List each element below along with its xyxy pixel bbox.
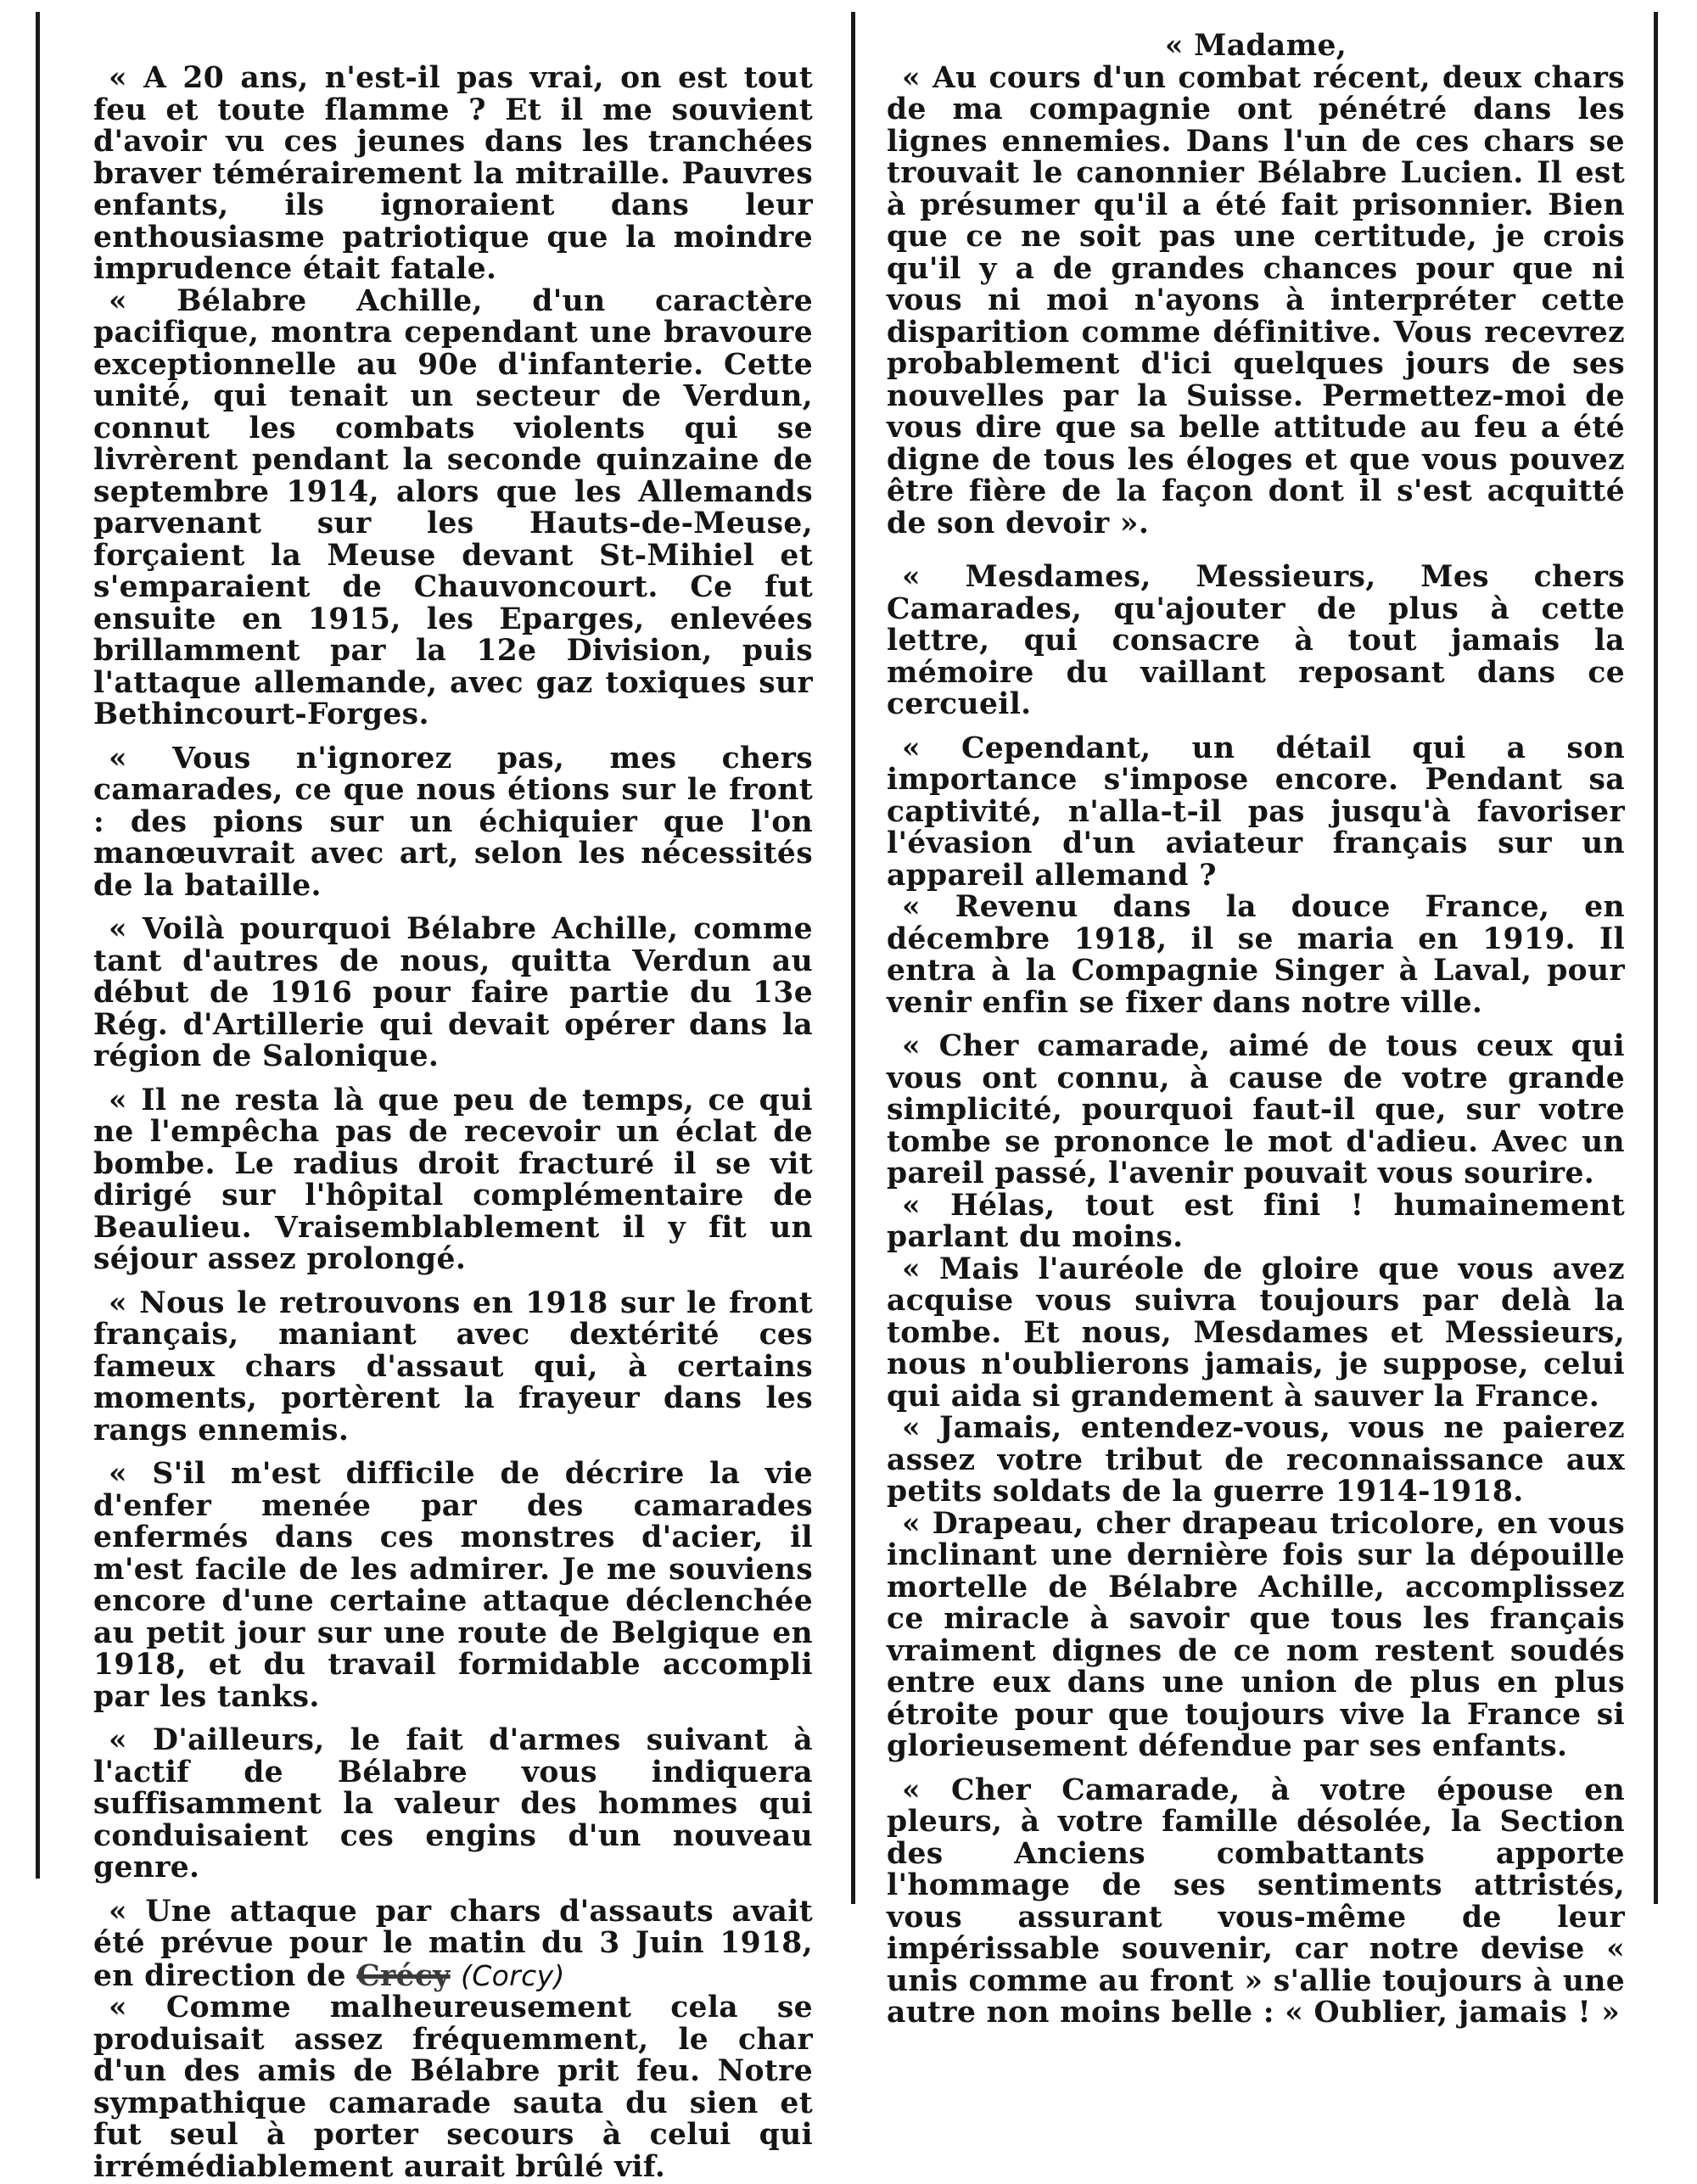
paragraph: « A 20 ans, n'est-il pas vrai, on est tout feu et toute flamme ? Et il me souvient d'avoir vu ces jeunes dans les tranchées braver témérairement la mitraille. Pauvres enfants, ils ignoraient dans leur enthousiasme patriotique que la moindre imprudence était fatale.	[93, 61, 813, 286]
paragraph: « Bélabre Achille, d'un caractère pacifique, montra cependant une bravoure exceptionnelle au 90e d'infanterie. Cette unité, qui tenait un secteur de Verdun, connut les combats violents qui se livrèrent pendant la seconde quinzaine de septembre 1914, alors que les Allemands parvenant sur les Hauts-de-Meuse, forçaient la Meuse devant St-Mihiel et s'emparaient de Chauvoncourt. Ce fut ensuite en 1915, les Eparges, enlevées brillamment par la 12e Division, puis l'attaque allemande, avec gaz toxiques sur Bethincourt-Forges.	[93, 283, 813, 731]
struck-place-name: Crécy	[356, 1958, 451, 1993]
paragraph: « Voilà pourquoi Bélabre Achille, comme tant d'autres de nous, quitta Verdun au début de 1916 pour faire partie du 13e Rég. d'Artillerie qui devait opérer dans la région de Salonique.	[93, 912, 813, 1073]
paragraph: « Revenu dans la douce France, en décembre 1918, il se maria en 1919. Il entra à la Compagnie Singer à Laval, pour venir enfin se fixer dans notre ville.	[887, 890, 1625, 1020]
paragraph: « Drapeau, cher drapeau tricolore, en vous inclinant une dernière fois sur la dépouille mortelle de Bélabre Achille, accomplissez ce miracle à savoir que tous les français vraiment dignes de ce nom restent soudés entre eux dans une union de plus en plus étroite pour que toujours vive la France si glorieusement défendue par ses enfants.	[887, 1506, 1625, 1763]
paragraph: « Vous n'ignorez pas, mes chers camarades, ce que nous étions sur le front : des pions sur un échiquier que l'on manœuvrait avec art, selon les nécessités de la bataille.	[93, 741, 813, 903]
paragraph: « Il ne resta là que peu de temps, ce qui ne l'empêcha pas de recevoir un éclat de bombe. Le radius droit fracturé il se vit dirigé sur l'hôpital complémentaire de Beaulieu. Vraisemblablement il y fit un séjour assez prolongé.	[93, 1083, 813, 1276]
paragraph: « S'il m'est difficile de décrire la vie d'enfer menée par des camarades enfermés dans ces monstres d'acier, il m'est facile de les admirer. Je me souviens encore d'une certaine attaque déclenchée au petit jour sur une route de Belgique en 1918, et du travail formidable accompli par les tanks.	[93, 1457, 813, 1714]
left-column	[93, 63, 813, 2183]
center-column-rule	[851, 12, 855, 1904]
paragraph: « Hélas, tout est fini ! humainement parlant du moins.	[887, 1188, 1625, 1254]
paragraph: « Cependant, un détail qui a son importance s'impose encore. Pendant sa captivité, n'alla-t-il pas jusqu'à favoriser l'évasion d'un aviateur français sur un appareil allemand ?	[887, 731, 1625, 893]
paragraph: « Mais l'auréole de gloire que vous avez acquise vous suivra toujours par delà la tombe. Et nous, Mesdames et Messieurs, nous n'oublierons jamais, je suppose, celui qui aida si grandement à sauver la France.	[887, 1252, 1625, 1414]
paragraph: « Nous le retrouvons en 1918 sur le front français, maniant avec dextérité ces fameux chars d'assaut qui, à certains moments, portèrent la frayeur dans les rangs ennemis.	[93, 1285, 813, 1448]
handwritten-annotation: (Corcy)	[461, 1958, 565, 1992]
paragraph: « Comme malheureusement cela se produisait assez fréquemment, le char d'un des amis de Bélabre prit feu. Notre sympathique camarade sauta du sien et fut seul à porter secours à celui qui irrémédiablement aurait brûlé vif.	[93, 1991, 813, 2184]
paragraph-text: « Une attaque par chars d'assauts avait été prévue pour le matin du 3 Juin 1918, en direction de	[93, 1894, 813, 1993]
right-column	[887, 31, 1625, 2030]
paragraph-with-correction	[93, 1896, 813, 1993]
paragraph: « Cher Camarade, à votre épouse en pleurs, à votre famille désolée, la Section des Anciens combattants apporte l'hommage de ses sentiments attristés, vous assurant vous-même de leur impérissable souvenir, car notre devise « unis comme au front » s'allie toujours à une autre non moins belle : « Oublier, jamais ! »	[887, 1772, 1625, 2030]
right-column-rule	[1654, 12, 1658, 1904]
left-column-rule	[36, 12, 40, 1879]
paragraph: « Au cours d'un combat récent, deux chars de ma compagnie ont pénétré dans les lignes ennemies. Dans l'un de ces chars se trouvait le canonnier Bélabre Lucien. Il est à présumer qu'il a été fait prisonnier. Bien que ce ne soit pas une certitude, je crois qu'il y a de grandes chances pour que ni vous ni moi n'ayons à interpréter cette disparition comme définitive. Vous recevrez probablement d'ici quelques jours de ses nouvelles par la Suisse. Permettez-moi de vous dire que sa belle attitude au feu a été digne de tous les éloges et que vous pouvez être fière de la façon dont il s'est acquitté de son devoir ».	[887, 60, 1625, 540]
paragraph: « Jamais, entendez-vous, vous ne paierez assez votre tribut de reconnaissance aux petits soldats de la guerre 1914-1918.	[887, 1411, 1625, 1509]
paragraph: « Mesdames, Messieurs, Mes chers Camarades, qu'ajouter de plus à cette lettre, qui consacre à tout jamais la mémoire du vaillant reposant dans ce cercueil.	[887, 560, 1625, 721]
paragraph: « Cher camarade, aimé de tous ceux qui vous ont connu, à cause de votre grande simplicité, pourquoi faut-il que, sur votre tombe se prononce le mot d'adieu. Avec un pareil passé, l'avenir pouvait vous sourire.	[887, 1029, 1625, 1190]
letter-salutation: « Madame,	[1164, 29, 1347, 63]
paragraph: « D'ailleurs, le fait d'armes suivant à l'actif de Bélabre vous indiquera suffisamment la valeur des hommes qui conduisaient ces engins d'un nouveau genre.	[93, 1723, 813, 1884]
